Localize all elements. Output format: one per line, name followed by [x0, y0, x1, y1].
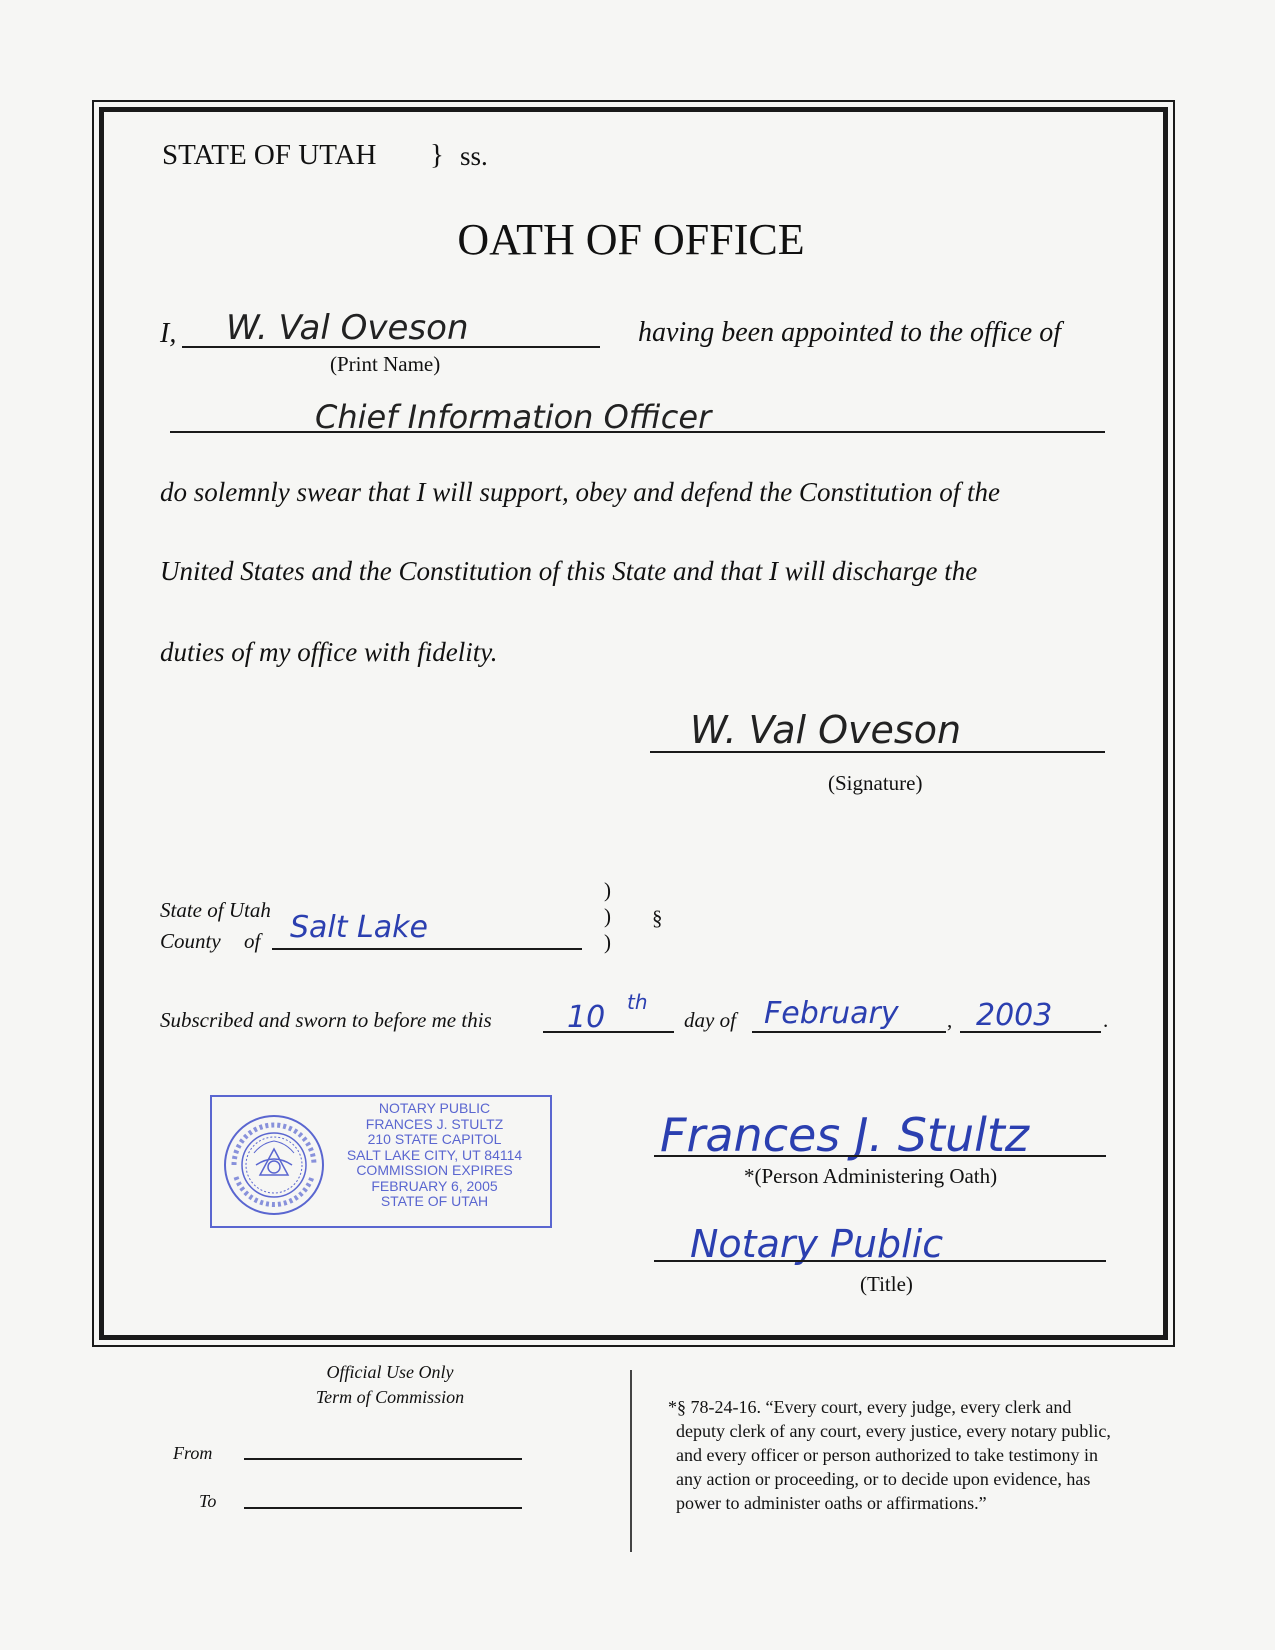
page-title: OATH OF OFFICE: [457, 215, 805, 264]
administrator-title-value: Notary Public: [690, 1222, 944, 1266]
i-label: I,: [160, 318, 177, 349]
stamp-line: NOTARY PUBLIC: [378, 1100, 491, 1116]
office-value: Chief Information Officer: [315, 398, 712, 436]
stamp-text: [332, 1101, 537, 1210]
date-comma: ,: [947, 1008, 953, 1032]
ss-label: ss.: [460, 141, 488, 171]
stamp-line: FEBRUARY 6, 2005: [371, 1177, 498, 1194]
venue-state: State of Utah: [160, 898, 271, 922]
stamp-line: FRANCES J. STULTZ: [365, 1115, 504, 1132]
to-line: [244, 1507, 522, 1509]
official-use-subtitle: Term of Commission: [315, 1387, 465, 1407]
stamp-line: COMMISSION EXPIRES: [356, 1162, 513, 1178]
stamp-line: STATE OF UTAH: [380, 1193, 489, 1209]
state-seal-icon: [222, 1113, 326, 1217]
signature-line: [650, 751, 1105, 753]
statute-line-4: any action or proceeding, or to decide upon evidence, has: [676, 1469, 1091, 1489]
oath-line-3: duties of my office with fidelity.: [160, 637, 498, 667]
stamp-line: 210 STATE CAPITOL: [367, 1131, 502, 1147]
paren-1: ): [604, 878, 611, 902]
statute-line-2: deputy clerk of any court, every justice, every notary public,: [676, 1421, 1111, 1441]
from-line: [244, 1458, 522, 1460]
paren-3: ): [604, 930, 611, 954]
paren-2: ): [604, 904, 611, 928]
appointed-text: having been appointed to the office of: [638, 317, 1062, 348]
administrator-caption: *(Person Administering Oath): [744, 1164, 998, 1188]
month-value: February: [764, 996, 899, 1031]
brace: }: [430, 139, 444, 171]
oath-line-1: do solemnly swear that I will support, obey and defend the Constitution of the: [160, 477, 1000, 507]
print-name-value: W. Val Oveson: [226, 308, 469, 348]
statute-line-3: and every officer or person authorized to take testimony in: [676, 1445, 1099, 1465]
signature-value: W. Val Oveson: [690, 708, 962, 752]
statute-line-5: power to administer oaths or affirmations.”: [676, 1493, 987, 1513]
month-line: [752, 1031, 946, 1033]
state-header: STATE OF UTAH: [162, 139, 377, 171]
notary-stamp: [210, 1095, 552, 1228]
county-value: Salt Lake: [290, 910, 428, 945]
statute-line-1: *§ 78-24-16. “Every court, every judge, every clerk and: [668, 1397, 1072, 1417]
day-line: [543, 1031, 674, 1033]
title-caption: (Title): [860, 1272, 913, 1296]
administrator-signature-value: Frances J. Stultz: [660, 1108, 1030, 1162]
date-period: .: [1103, 1008, 1109, 1032]
venue-of: of: [244, 929, 261, 953]
county-line: [272, 948, 582, 950]
subscribed-text: Subscribed and sworn to before me this: [160, 1008, 492, 1032]
venue-county-label: County: [160, 929, 221, 953]
day-value: 10: [567, 1000, 606, 1035]
title-line: [654, 1260, 1106, 1262]
administrator-line: [654, 1155, 1106, 1157]
section-symbol: §: [652, 906, 663, 930]
day-of-text: day of: [684, 1008, 736, 1032]
section-divider: [630, 1370, 632, 1552]
official-use-title: Official Use Only: [326, 1362, 454, 1382]
day-suffix: th: [627, 990, 648, 1014]
year-value: 2003: [976, 998, 1053, 1033]
oath-line-2: United States and the Constitution of this State and that I will discharge the: [160, 556, 978, 586]
signature-caption: (Signature): [828, 771, 923, 795]
from-label: From: [173, 1443, 213, 1463]
print-name-caption: (Print Name): [330, 352, 441, 376]
to-label: To: [199, 1491, 217, 1511]
stamp-line: SALT LAKE CITY, UT 84114: [346, 1146, 523, 1163]
